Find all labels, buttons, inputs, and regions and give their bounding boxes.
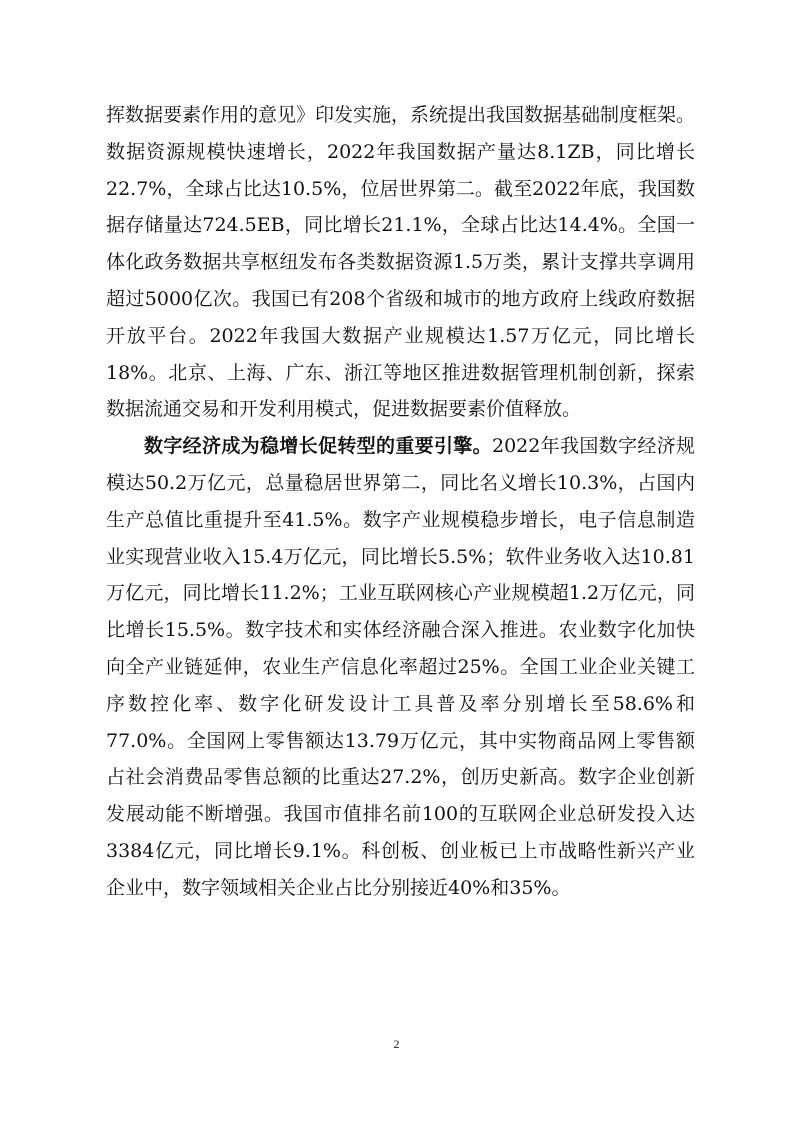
paragraph-text: 2022年我国数字经济规模达50.2万亿元，总量稳居世界第二，同比名义增长10.3%，占国内生产总值比重提升至41.5%。数字产业规模稳步增长，电子信息制造业实现营业收入15.4万亿元，同比增长5.5%；软件业务收入达10.81万亿元，同比增长11.2%；工业互联网核心产业规模超1.2万亿元，同比增长15.5%。数字技术和实体经济融合深入推进。农业数字化加快向全产业链延伸，农业生产信息化率超过25%。全国工业企业关键工序数控化率、数字化研发设计工具普及率分别增长至58.6%和77.0%。全国网上零售额达13.79万亿元，其中实物商品网上零售额占社会消费品零售总额的比重达27.2%，创历史新高。数字企业创新发展动能不断增强。我国市值排名前100的互联网企业总研发投入达3384亿元，同比增长9.1%。科创板、创业板已上市战略性新兴产业企业中，数字领域相关企业占比分别接近40%和35%。	[106, 435, 695, 899]
paragraph-text: 挥数据要素作用的意见》印发实施，系统提出我国数据基础制度框架。数据资源规模快速增长，2022年我国数据产量达8.1ZB，同比增长22.7%，全球占比达10.5%，位居世界第二。截至2022年底，我国数据存储量达724.5EB，同比增长21.1%，全球占比达14.4%。全国一体化政务数据共享枢纽发布各类数据资源1.5万类，累计支撑共享调用超过5000亿次。我国已有208个省级和城市的地方政府上线政府数据开放平台。2022年我国大数据产业规模达1.57万亿元，同比增长18%。北京、上海、广东、浙江等地区推进数据管理机制创新，探索数据流通交易和开发利用模式，促进数据要素价值释放。	[106, 104, 696, 421]
page-number: 2	[393, 1037, 400, 1051]
paragraph-lead-heading: 数字经济成为稳增长促转型的重要引擎。	[144, 435, 492, 458]
paragraph-data-resources	[106, 97, 695, 428]
document-body	[106, 97, 695, 907]
paragraph-digital-economy	[106, 428, 695, 906]
